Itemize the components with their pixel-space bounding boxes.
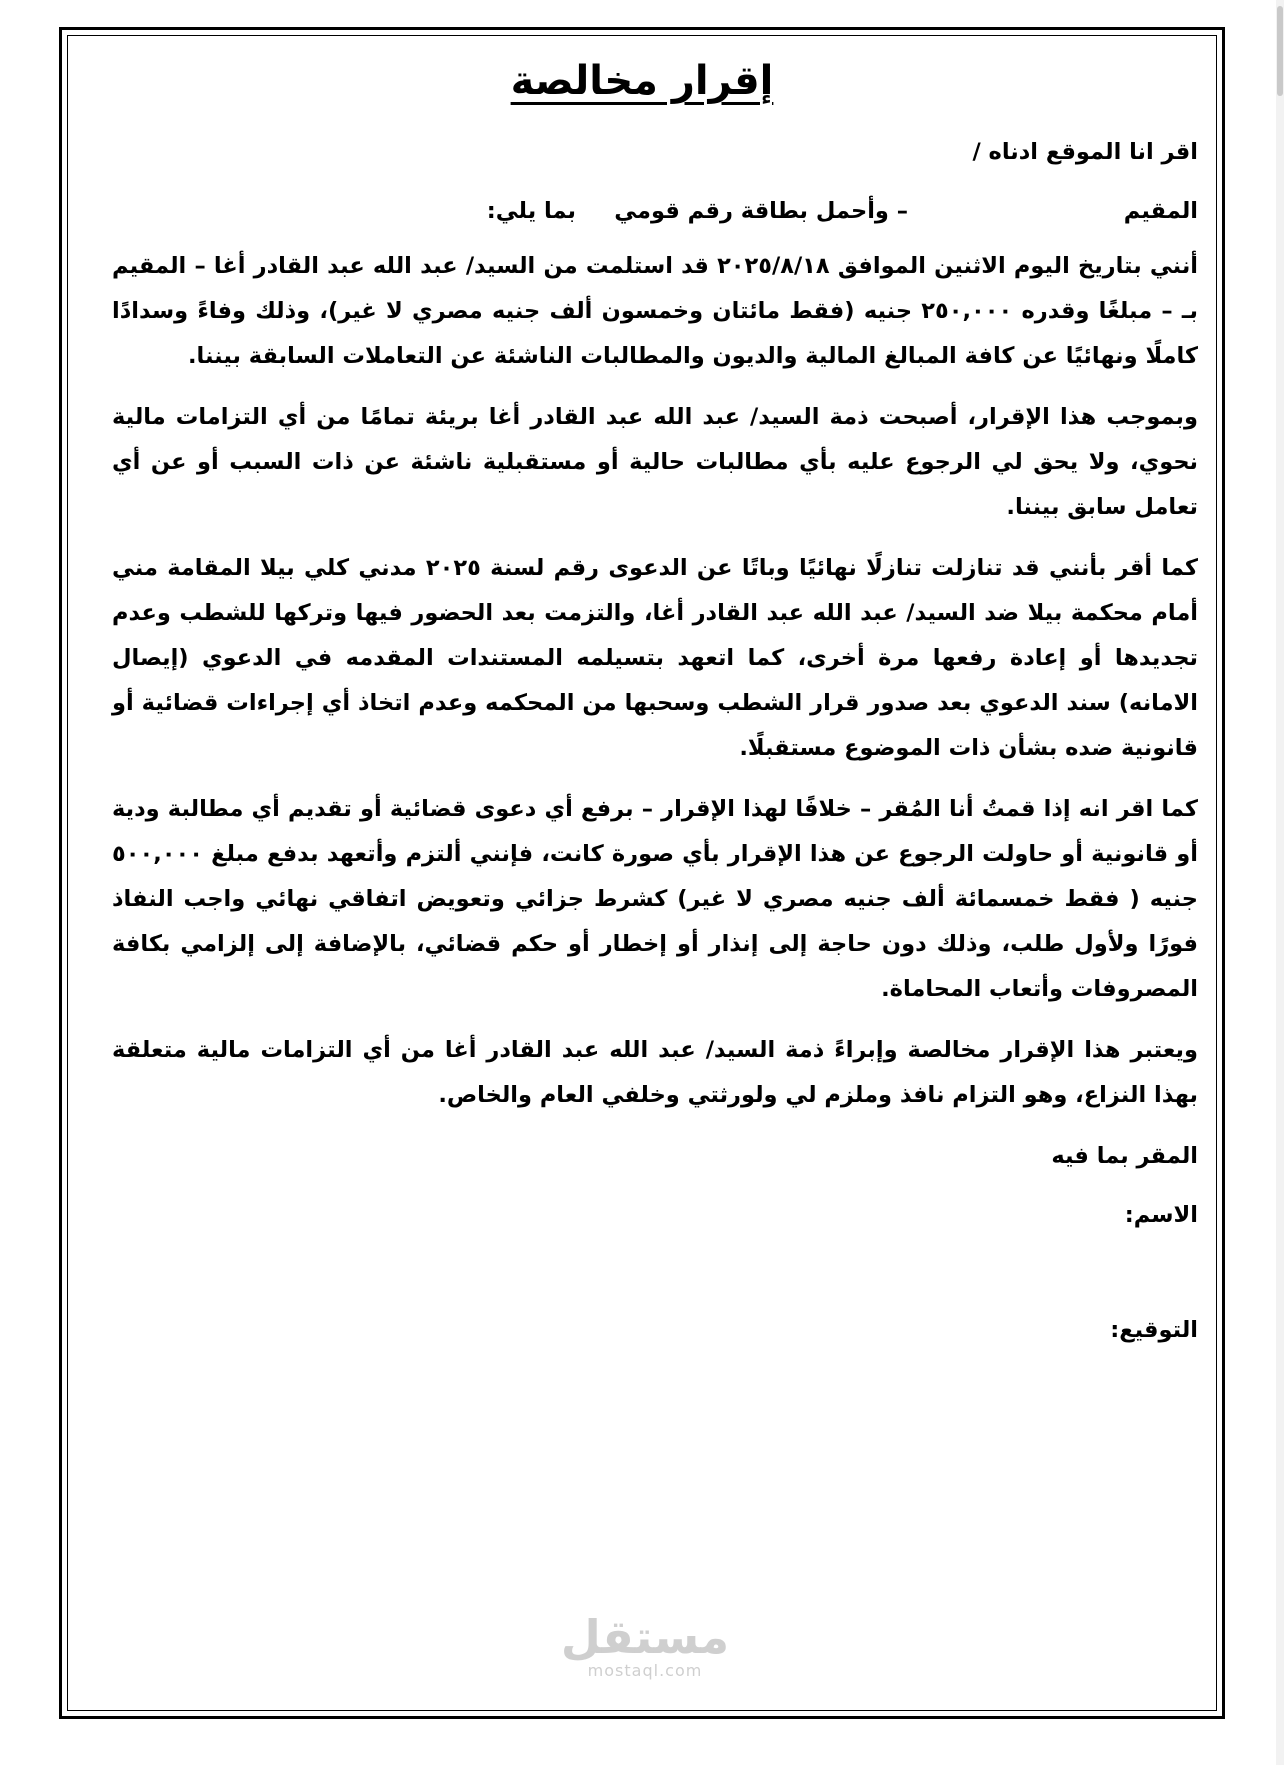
opening-line: اقر انا الموقع ادناه / [972,139,1198,165]
paragraph-release: وبموجب هذا الإقرار، أصبحت ذمة السيد/ عبد الله عبد القادر أغا بريئة تمامًا من أي التزامات مالية نحوي، ولا يحق لي الرجوع عليه بأي مطالبات حالية أو مستقبلية ناشئة عن ذات السبب أو عن أي تعامل سابق بيننا. [112,404,1198,520]
resident-label: المقيم [1123,198,1198,224]
national-id-label: – وأحمل بطاقة رقم قومي [614,198,908,224]
document-body [112,130,1198,1353]
as-follows-label: بما يلي: [486,198,576,224]
scrollbar-thumb[interactable] [1277,6,1283,96]
scrollbar-track[interactable] [1276,0,1284,1765]
watermark-brand: مستقل [560,1610,730,1664]
watermark-url: mostaql.com [587,1661,703,1680]
paragraph-receipt: أنني بتاريخ اليوم الاثنين الموافق ٢٠٢٥/٨/١٨ قد استلمت من السيد/ عبد الله عبد القادر أغا – المقيم بـ – مبلغًا وقدره ٢٥٠,٠٠٠ جنيه (فقط مائتان وخمسون ألف جنيه مصري لا غير)، وذلك وفاءً وسدادًا كاملًا ونهائيًا عن كافة المبالغ المالية والديون والمطالبات الناشئة عن التعاملات السابقة بيننا. [112,253,1198,369]
document-title-wrap [0,58,1284,104]
signature-label: التوقيع: [1110,1317,1198,1343]
declarant-fields-line [112,189,1198,234]
watermark [560,1612,730,1680]
name-label: الاسم: [1124,1202,1198,1228]
paragraph-final-discharge: ويعتبر هذا الإقرار مخالصة وإبراءً ذمة السيد/ عبد الله عبد القادر أغا من أي التزامات مالية متعلقة بهذا النزاع، وهو التزام نافذ وملزم لي ولورثتي وخلفي العام والخاص. [112,1037,1198,1108]
document-title: إقرار مخالصة [510,58,774,104]
closing-line: المقر بما فيه [1051,1143,1198,1169]
paragraph-penalty-clause: كما اقر انه إذا قمتُ أنا المُقر – خلافًا لهذا الإقرار – برفع أي دعوى قضائية أو تقديم أي مطالبة ودية أو قانونية أو حاولت الرجوع عن هذا الإقرار بأي صورة كانت، فإنني ألتزم وأتعهد بدفع مبلغ ٥٠٠,٠٠٠ جنيه ( فقط خمسمائة ألف جنيه مصري لا غير) كشرط جزائي وتعويض اتفاقي نهائي واجب النفاذ فورًا ولأول طلب، وذلك دون حاجة إلى إنذار أو إخطار أو حكم قضائي، بالإضافة إلى إلزامي بكافة المصروفات وأتعاب المحاماة. [112,796,1198,1002]
paragraph-lawsuit-waiver: كما أقر بأنني قد تنازلت تنازلًا نهائيًا وباتًا عن الدعوى رقم لسنة ٢٠٢٥ مدني كلي بيلا المقامة مني أمام محكمة بيلا ضد السيد/ عبد الله عبد القادر أغا، والتزمت بعد الحضور فيها وتركها للشطب وعدم تجديدها أو إعادة رفعها مرة أخرى، كما اتعهد بتسيلمه المستندات المقدمه في الدعوي (إيصال الامانه) سند الدعوي بعد صدور قرار الشطب وسحبها من المحكمه وعدم اتخاذ أي إجراءات قضائية أو قانونية ضده بشأن ذات الموضوع مستقبلًا. [112,555,1198,761]
